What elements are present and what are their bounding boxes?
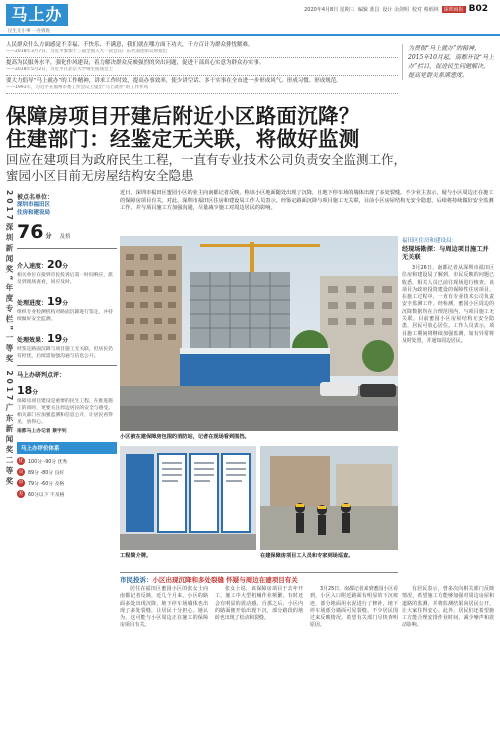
issue-date: 2020年4月8日 星期三 (304, 6, 355, 13)
complaint-paragraph: 张女士说，该保障房项目于去年开工，施工中大型机械作业频繁，有时还会有明显的震动感。自那之后，小区内的路面便开始出现下沉，部分路段的地砖也出现了松动和裂缝。 (215, 586, 303, 622)
construction-site-illustration (120, 236, 398, 431)
quote-item (6, 76, 398, 94)
fail-badge-icon: 差 (18, 491, 24, 497)
project-sign-illustration (120, 446, 256, 550)
rating-scale-item (17, 457, 117, 465)
headline-line-1: 保障房项目开建后附近小区路面沉降？ (6, 104, 360, 128)
quote-source: ——1991年，习近平在福州市委工作会议上提出“马上就办”的工作作风 (6, 85, 149, 90)
main-photo-caption: 小区被在建保障房包围的消防站，记者在现场看到围挡。 (120, 434, 250, 440)
score-item-label: 处理进度： (17, 300, 48, 307)
page-number: B02 (468, 4, 488, 14)
rating-scale-text: 89分 -80分 良好 (28, 470, 65, 476)
quote-item (6, 40, 398, 58)
quote-source: ——2018年3月7日，习近平参加十三届全国人大一次会议广东代表团审议时指出 (6, 49, 168, 54)
named-unit-line-2: 住房和建设局 (17, 210, 51, 216)
construction-site-photo (120, 236, 398, 431)
column-logo: 马上办 (6, 4, 68, 26)
design-credit: 设计 余剑明 (382, 6, 409, 13)
score-number: 76 (17, 221, 44, 243)
excellent-badge-icon: 优 (18, 458, 24, 464)
sign-photo-caption: 工程简介牌。 (120, 553, 152, 559)
editor-credit: 编辑 蓝昌 (357, 6, 380, 13)
sidebar-divider (17, 248, 117, 249)
score-item-label: 介入速度： (17, 263, 48, 270)
rating-scale-title: 马上办评价体系 (17, 442, 117, 454)
pass-badge-icon: 中 (18, 480, 24, 486)
complaint-column (310, 586, 398, 630)
award-vertical-text: 2017深圳新闻奖“年度专栏”一等奖 2017广东新闻奖二等奖 (5, 190, 14, 488)
rating-scale-text: 60分以下 不及格 (28, 492, 65, 498)
score-item-unit: 分 (62, 264, 68, 270)
sidebar-divider (17, 365, 117, 366)
complaint-column (402, 586, 494, 630)
score-grade: 及格 (59, 234, 71, 240)
review-points: 18 (17, 384, 33, 397)
total-score (17, 221, 117, 243)
complaint-title: 小区出现沉降和多处裂缝 怀疑与周边在建项目有关 (152, 576, 298, 584)
named-unit-label: 被点名单位： (17, 194, 54, 201)
complaint-heading (120, 572, 398, 584)
site-inspection-photo (260, 446, 398, 550)
column-motto: 为贯彻“马上就办”的精神，2015年10月起，南都开设“马上办”栏目，促进民生问题解决，提高党群关系满意度。 (402, 44, 494, 80)
rating-scale-text: 100分 -90分 优秀 (28, 459, 68, 465)
quote-source: ——2018年5月2日，习近平在北京大学师生座谈会上 (6, 67, 114, 72)
response-section-label: 福田区住房和建设局： (402, 238, 458, 244)
subheadline-line-2: 蜜园小区目前无房屋结构安全隐患 (6, 168, 194, 183)
score-item-points: 20 (47, 258, 63, 271)
review-label: 马上办研判点评： (17, 372, 66, 379)
score-item-unit: 分 (62, 338, 68, 344)
score-item-desc: 相关单位在接到市民投诉后第一时间响应，派员到现场查看，回应及时。 (17, 273, 113, 285)
project-sign-photo (120, 446, 256, 550)
review-unit: 分 (32, 390, 38, 396)
good-badge-icon: 良 (18, 469, 24, 475)
response-column (402, 236, 494, 345)
score-item-points: 19 (47, 332, 63, 345)
score-item-points: 19 (47, 295, 63, 308)
score-item (17, 253, 117, 286)
score-unit: 分 (45, 233, 52, 240)
rating-scale-item (17, 468, 117, 476)
review-desc: 保障房项目建设是重要的民生工程，在推进施工的同时，更要关注周边居民的安全与感受。相关部门应加强监测和信息公开，让居民看得见、放得心。 (17, 399, 113, 425)
complaint-paragraph: 3月25日，南都记者来到蜜园小区看到，小区入口附近路面有明显的下沉痕迹，部分地面用水泥进行了修补，地下停车场部分墙面可见裂缝。不少居民围过来反映情况，希望有关部门尽快查明原因。 (310, 586, 398, 629)
subheadline-line-1: 回应在建项目为政府民生工程，一直有专业技术公司负责安全监测工作， (6, 152, 407, 167)
score-item (17, 327, 117, 360)
score-sidebar (17, 192, 117, 498)
complaint-column (120, 586, 208, 630)
complaint-paragraph: 有居民表示，曾多次向相关部门反映情况，希望施工方能够加强对周边房屋和道路的监测，并将监测结果向居民公开，让大家住得安心。此外，居民们还希望施工方能合理安排作业时间，减少噪声和震动影响。 (402, 586, 494, 629)
review-item (17, 370, 117, 434)
masthead-rule (0, 34, 500, 36)
rating-scale-item (17, 490, 117, 498)
quote-text: 要大力倡导“马上就办”的工作精神，讲求工作时效，提高办事效率，使少讲空话、多干实事在全市进一步形成风气、形成习惯、形成规范。 (6, 78, 342, 84)
quote-text: 提高为民服务水平，强化作风建设，着力解决群众反映强烈的突出问题，促进干部真心实意为群众办实事。 (6, 60, 265, 66)
rating-scale-text: 79分 -60分 及格 (28, 481, 65, 487)
proof-credit: 校对 蔡炳林 (412, 6, 439, 13)
section-tag: 深圳商报 (443, 6, 464, 13)
inspection-photo-caption: 在建保障房项目工人员和专家到场巡查。 (260, 553, 354, 559)
quote-item (6, 58, 398, 76)
response-title: 经现场勘探：与周边项目施工并无关联 (402, 246, 489, 261)
rating-scale-item (17, 479, 117, 487)
review-byline: 南都马上办记者 蔡宇钊 (17, 429, 67, 434)
complaint-paragraph: 居住在福田区蜜园小区的张女士向南都记者反映，近几个月来，小区的路面多处出现沉降，地下停车场墙体也出现了多处裂缝，让居民十分担心。她认为，这可能与小区周边正在施工的保障房项目有关。 (120, 586, 208, 629)
column-slogan: 民生无小事 一办到底 (8, 29, 50, 34)
score-item-unit: 分 (62, 301, 68, 307)
page-meta (270, 4, 488, 14)
response-body: 3月26日，南都记者从深圳市福田区住房和建设局了解到，市民反映的问题已收悉，相关人员已前往现场进行核查。该项目为政府投资建设的保障性住房项目，在施工过程中，一直有专业技术公司负责安全监测工作。经检测，蜜园小区周边的沉降数据均在合理范围内，与项目施工无关联。目前蜜园小区房屋结构无安全隐患，居民可放心居住。工作人员表示，项目施工期间将继续加强监测，如有异常将及时处置，并通知周边居民。 (402, 265, 494, 344)
complaint-label: 市民投诉： (120, 576, 153, 584)
score-item-label: 处理效果： (17, 337, 48, 344)
page-subheadline (6, 152, 494, 184)
complaint-column (215, 586, 303, 622)
lead-paragraph: 近日，深圳市福田区蜜园小区的业主向南都记者反映，称该小区地面随处出现了沉降，且地下停车场的墙体出现了多处裂缝。不少业主表示，疑与小区周边正在施工的保障房项目有关。对此，深圳市福田区住房和建设局工作人员表示，经鉴定路面沉降与项目施工无关联，目前小区房屋结构无安全隐患，后续将持续做好安全监测工作，并与项目施工方加强沟通，尽量减少施工对周边居民的影响。 (120, 190, 494, 211)
site-inspection-illustration (260, 446, 398, 550)
score-item (17, 290, 117, 323)
score-item-desc: 组织专业检测机构对路面沉降进行鉴定，并持续做好安全监测。 (17, 310, 113, 322)
page-headline (6, 105, 494, 151)
headline-line-2: 住建部门：经鉴定无关联，将做好监测 (6, 127, 360, 151)
score-item-desc: 经鉴定路面沉降与项目施工无关联，但居民仍有担忧，后续需加强沟通与信息公开。 (17, 347, 113, 359)
quote-text: 人民群众什么方面感觉不幸福、不快乐、不满意，我们就在哪方面下功夫，千方百计为群众排忧解难。 (6, 42, 254, 48)
named-unit-line-1: 深圳市福田区 (17, 202, 51, 208)
quote-block (6, 40, 398, 94)
